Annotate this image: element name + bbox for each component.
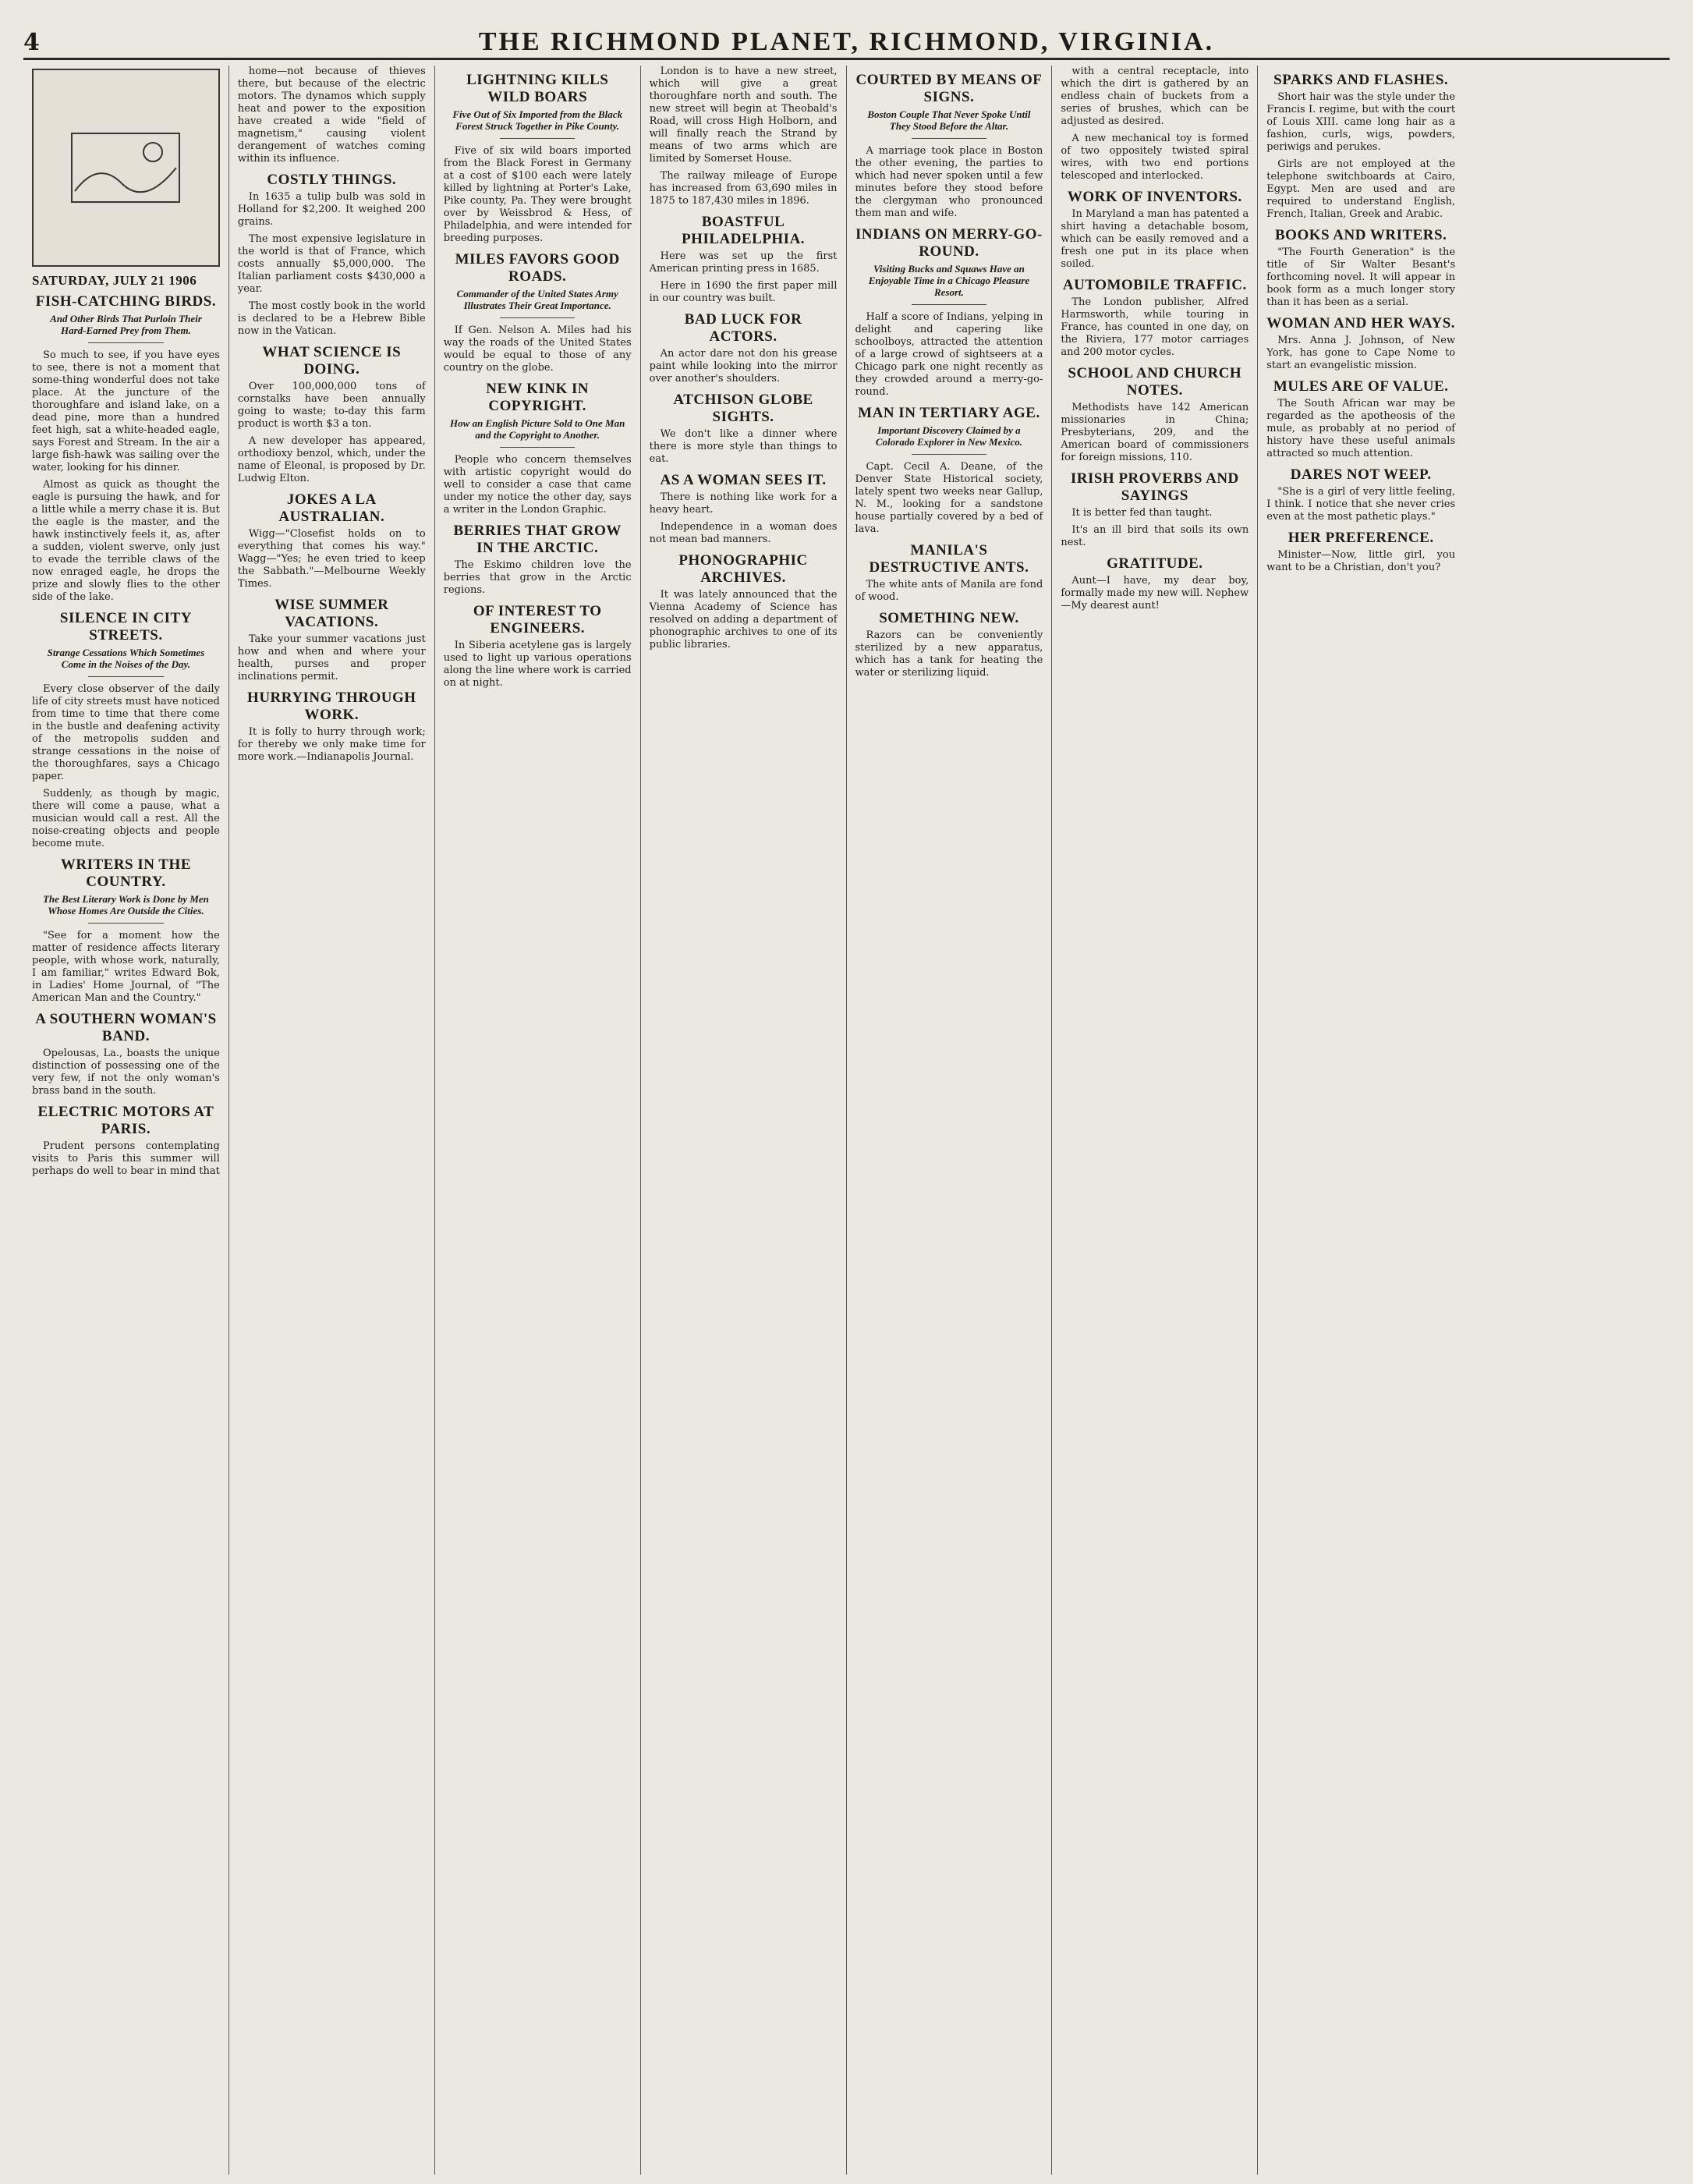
article-paragraph: An actor dare not don his grease paint while looking into the mirror over another's shoulders. <box>649 348 838 385</box>
column-5 <box>847 66 1053 2175</box>
article-headline: WORK OF INVENTORS. <box>1067 189 1242 205</box>
article <box>855 405 1043 536</box>
article-subheadline: Visiting Bucks and Squaws Have an Enjoyable Time in a Chicago Pleasure Resort. <box>868 263 1030 298</box>
article-paragraph: If Gen. Nelson A. Miles had his way the roads of the United States would be equal to those of any country on the globe. <box>443 324 632 374</box>
article <box>1061 277 1248 359</box>
article-headline: COURTED BY MEANS OF SIGNS. <box>855 72 1043 105</box>
article-paragraph: Take your summer vacations just how and when and where your health, purses and proper inclinations permit. <box>237 633 426 682</box>
article-subheadline: The Best Literary Work is Done by Men Whose Homes Are Outside the Cities. <box>42 893 209 916</box>
article-paragraph: "She is a girl of very little feeling, I think. I notice that she never cries even at the most pathetic plays." <box>1266 486 1456 523</box>
article <box>32 293 220 604</box>
article-paragraph: In Siberia acetylene gas is largely used to light up various operations along the line where work is carried on at night. <box>443 640 632 689</box>
article-headline: WRITERS IN THE COUNTRY. <box>60 856 192 890</box>
article-paragraph: The South African war may be regarded as the apotheosis of the mule, as probably at no period of history have these useful animals attracted so much attention. <box>1266 398 1456 459</box>
column-3 <box>435 66 641 2175</box>
article-headline: LIGHTNING KILLS WILD BOARS <box>466 72 609 105</box>
column-6-articles <box>1061 66 1248 612</box>
editorial-illustration <box>32 69 220 267</box>
column-1-articles <box>32 293 220 1178</box>
article <box>1061 555 1248 612</box>
article-paragraph: London is to have a new street, which will give a great thoroughfare north and south. The new street will begin at Theobald's Road, will cross High Holborn, and will finally reach the Strand by means of two arms which are limited by Somerset House. <box>649 66 838 165</box>
article <box>1266 315 1455 372</box>
article-headline: WHAT SCIENCE IS DOING. <box>262 344 402 378</box>
article-paragraph: People who concern themselves with artistic copyright would do well to consider a case that came under my notice the other day, says a writer in the London Graphic. <box>443 454 632 516</box>
article-paragraph: The railway mileage of Europe has increased from 63,690 miles in 1875 to 187,430 miles in 1896. <box>649 170 838 207</box>
article-paragraph: Prudent persons contemplating visits to Paris this summer will perhaps do well to bear in mind that <box>32 1140 220 1177</box>
article <box>1266 530 1455 574</box>
article-paragraph: We don't like a dinner where there is more style than things to eat. <box>649 428 838 465</box>
article-paragraph: Aunt—I have, my dear boy, formally made my new will. Nephew—My dearest aunt! <box>1061 575 1249 612</box>
article <box>650 552 838 651</box>
article <box>238 66 426 165</box>
article-paragraph: Suddenly, as though by magic, there will come a pause, what a musician would call a rest. All the noise-creating objects and people become mute. <box>32 788 220 849</box>
column-5-articles <box>855 72 1043 679</box>
article-headline: SCHOOL AND CHURCH NOTES. <box>1068 365 1242 399</box>
column-1 <box>23 66 229 2175</box>
divider <box>500 317 575 318</box>
article-paragraph: Here was set up the first American printing press in 1685. <box>649 250 838 275</box>
issue-date: SATURDAY, JULY 21 1906 <box>32 273 197 288</box>
article-subheadline: Important Discovery Claimed by a Colorado Explorer in New Mexico. <box>875 424 1023 448</box>
article-paragraph: Here in 1690 the first paper mill in our country was built. <box>649 280 838 304</box>
column-7-articles <box>1266 72 1455 574</box>
article-headline: AUTOMOBILE TRAFFIC. <box>1062 277 1247 293</box>
article <box>32 610 220 850</box>
article-headline: MAN IN TERTIARY AGE. <box>858 405 1040 421</box>
article <box>238 344 426 485</box>
article-headline: AS A WOMAN SEES IT. <box>660 472 827 488</box>
article-paragraph: Five of six wild boars imported from the Black Forest in Germany at a cost of $100 each were lately killed by lightning at Porter's Lake, Pike county, Pa. They were brought over by Weissbrod & Hess, of Philadelphia, and were intended for breeding purposes. <box>443 145 632 244</box>
column-2 <box>229 66 435 2175</box>
article-paragraph: home—not because of thieves there, but because of the electric motors. The dynamos which supply heat and power to the exposition have created a wide "field of magnetism," causing violent derangement of watches coming within its influence. <box>237 66 426 165</box>
article-headline: NEW KINK IN COPYRIGHT. <box>486 381 590 414</box>
article-paragraph: "See for a moment how the matter of residence affects literary people, with whose work, naturally, I am familiar," writes Edward Bok, in Ladies' Home Journal, of "The American Man and the Country." <box>32 930 220 1004</box>
article <box>444 523 632 597</box>
article-headline: FISH-CATCHING BIRDS. <box>35 293 217 310</box>
divider <box>88 676 163 677</box>
article <box>444 72 632 245</box>
article <box>32 1011 220 1097</box>
article <box>855 610 1043 679</box>
article-headline: OF INTEREST TO ENGINEERS. <box>473 603 602 636</box>
article-headline: BERRIES THAT GROW IN THE ARCTIC. <box>453 523 622 556</box>
article <box>1266 72 1455 221</box>
article <box>1061 470 1248 549</box>
article-paragraph: A new developer has appeared, orthodioxy benzol, which, under the name of Eleonal, is proposed by Dr. Ludwig Elton. <box>237 435 426 484</box>
article-headline: BOASTFUL PHILADELPHIA. <box>682 214 806 247</box>
article-paragraph: It's an ill bird that soils its own nest. <box>1061 524 1249 548</box>
article <box>238 597 426 683</box>
article-paragraph: Capt. Cecil A. Deane, of the Denver State Historical society, lately spent two weeks near Gallup, N. M., looking for a sandstone house partially covered by a bed of lava. <box>855 461 1043 535</box>
divider <box>88 923 163 924</box>
article-subheadline: And Other Birds That Purloin Their Hard-Earned Prey from Them. <box>50 313 202 336</box>
article <box>1266 227 1455 309</box>
article-headline: IRISH PROVERBS AND SAYINGS <box>1070 470 1239 504</box>
article-paragraph: The white ants of Manila are fond of wood. <box>855 579 1043 603</box>
article <box>1061 189 1248 271</box>
article-paragraph: Short hair was the style under the Francis I. regime, but with the court of Louis XIII. came long hair as a fashion, curls, wigs, powders, periwigs and perukes. <box>1266 91 1456 153</box>
article <box>650 66 838 207</box>
article <box>1266 466 1455 523</box>
article-headline: BOOKS AND WRITERS. <box>1275 227 1447 243</box>
article-subheadline: Strange Cessations Which Sometimes Come in the Noises of the Day. <box>47 647 205 670</box>
article <box>650 311 838 385</box>
engraving-icon <box>67 129 184 207</box>
divider <box>500 138 575 139</box>
article-paragraph: Over 100,000,000 tons of cornstalks have been annually going to waste; to-day this farm product is worth $3 a ton. <box>237 381 426 430</box>
article-paragraph: A new mechanical toy is formed of two oppositely twisted spiral wires, with two end portions telescoped and interlocked. <box>1061 133 1249 182</box>
article <box>855 72 1043 220</box>
article-headline: WISE SUMMER VACATIONS. <box>274 597 389 630</box>
divider <box>88 342 163 343</box>
article-paragraph: It was lately announced that the Vienna Academy of Science has resolved on adding a department of phonographic archives to one of its public libraries. <box>649 589 838 651</box>
article-headline: SILENCE IN CITY STREETS. <box>59 610 192 644</box>
article-paragraph: Opelousas, La., boasts the unique distinction of possessing one of the very few, if not the only woman's brass band in the south. <box>32 1048 220 1097</box>
article <box>855 226 1043 399</box>
article-paragraph: with a central receptacle, into which the dirt is gathered by an endless chain of buckets from a series of brushes, which can be adjusted as desired. <box>1061 66 1249 127</box>
article-headline: INDIANS ON MERRY-GO-ROUND. <box>855 226 1043 260</box>
article-paragraph: Razors can be conveniently sterilized by a new apparatus, which has a tank for heating the water or sterilizing liquid. <box>855 629 1043 679</box>
article <box>238 491 426 590</box>
article-paragraph: It is folly to hurry through work; for thereby we only make time for more work.—Indianapolis Journal. <box>237 726 426 763</box>
article-paragraph: In 1635 a tulip bulb was sold in Holland for $2,200. It weighed 200 grains. <box>237 191 426 228</box>
article-headline: DARES NOT WEEP. <box>1290 466 1432 483</box>
article-headline: BAD LUCK FOR ACTORS. <box>684 311 802 345</box>
article <box>444 381 632 516</box>
article-headline: GRATITUDE. <box>1107 555 1203 572</box>
article-paragraph: "The Fourth Generation" is the title of Sir Walter Besant's forthcoming novel. It will appear in book form as a much longer story than it has been as a serial. <box>1266 246 1456 308</box>
column-2-articles <box>238 66 426 764</box>
article <box>1061 66 1248 183</box>
article <box>1061 365 1248 464</box>
article-paragraph: There is nothing like work for a heavy heart. <box>649 491 838 516</box>
page-number: 4 <box>23 28 40 56</box>
newspaper-title: THE RICHMOND PLANET, RICHMOND, VIRGINIA. <box>478 27 1215 56</box>
article-subheadline: Five Out of Six Imported from the Black Forest Struck Together in Pike County. <box>452 108 623 132</box>
article-headline: JOKES A LA AUSTRALIAN. <box>278 491 385 525</box>
article <box>238 690 426 764</box>
article-paragraph: Wigg—"Closefist holds on to everything that comes his way." Wagg—"Yes; he even tried to keep the Sabbath."—Melbourne Weekly Times. <box>237 528 426 590</box>
column-7 <box>1258 66 1464 2175</box>
article-headline: SPARKS AND FLASHES. <box>1273 72 1449 88</box>
article-headline: SOMETHING NEW. <box>879 610 1019 626</box>
column-4-articles <box>650 66 838 651</box>
article-paragraph: Half a score of Indians, yelping in delight and capering like schoolboys, attracted the attention of a large crowd of sightseers at a Chicago park one night recently as they crowded around a merry-go-round. <box>855 311 1043 398</box>
article <box>650 472 838 546</box>
article-headline: MULES ARE OF VALUE. <box>1273 378 1449 395</box>
article-paragraph: Mrs. Anna J. Johnson, of New York, has gone to Cape Nome to start an evangelistic mission. <box>1266 335 1456 371</box>
article-paragraph: Almost as quick as thought the eagle is pursuing the hawk, and for a little while a merry chase it is. But the eagle is the master, and the hawk instinctively feels it, as, after a sudden, violent swerve, only just to evade the terrible claws of the now enraged eagle, he drops the prize and slowly flies to the other side of the lake. <box>32 479 220 603</box>
article-paragraph: So much to see, if you have eyes to see, there is not a moment that some-thing wonderful does not take place. At the juncture of the thoroughfare and island lake, on a dead pine, more than a hundred feet high, sat a white-headed eagle, says Forest and Stream. In the air a large fish-hawk was sailing over the water, looking for his dinner. <box>32 349 220 473</box>
article <box>1266 378 1455 460</box>
article-headline: PHONOGRAPHIC ARCHIVES. <box>678 552 808 586</box>
article-paragraph: Minister—Now, little girl, you want to be a Christian, don't you? <box>1266 549 1456 573</box>
divider <box>912 454 986 455</box>
article-headline: A SOUTHERN WOMAN'S BAND. <box>35 1011 217 1044</box>
column-4 <box>641 66 847 2175</box>
column-6 <box>1052 66 1258 2175</box>
article-paragraph: Independence in a woman does not mean bad manners. <box>649 521 838 545</box>
article-paragraph: The most costly book in the world is declared to be a Hebrew Bible now in the Vatican. <box>237 300 426 337</box>
article <box>238 172 426 338</box>
article-paragraph: Methodists have 142 American missionaries in China; Presbyterians, 209, and the American board of commissioners for foreign missions, 110. <box>1061 402 1249 463</box>
divider <box>500 447 575 448</box>
article-headline: HURRYING THROUGH WORK. <box>247 690 416 723</box>
divider <box>912 304 986 305</box>
article-headline: ELECTRIC MOTORS AT PARIS. <box>37 1104 214 1137</box>
article <box>32 856 220 1005</box>
article <box>444 251 632 374</box>
article <box>444 603 632 690</box>
article-paragraph: A marriage took place in Boston the other evening, the parties to which had never spoken until a few minutes before they stood before the clergyman who pronounced them man and wife. <box>855 145 1043 219</box>
article-paragraph: The Eskimo children love the berries that grow in the Arctic regions. <box>443 559 632 596</box>
article-headline: MANILA'S DESTRUCTIVE ANTS. <box>869 542 1029 576</box>
article-paragraph: The London publisher, Alfred Harmsworth, while touring in France, has counted in one day, on the Riviera, 177 motor carriages and 200 motor cycles. <box>1061 296 1249 358</box>
article-paragraph: Girls are not employed at the telephone switchboards at Cairo, Egypt. Men are used and are required to understand English, French, Italian, Greek and Arabic. <box>1266 158 1456 220</box>
article-paragraph: It is better fed than taught. <box>1071 507 1213 519</box>
article-paragraph: Every close observer of the daily life of city streets must have noticed from time to time that there come in the bustle and deafening activity of the metropolis sudden and strange cessations in the noise of the thoroughfares, says a Chicago paper. <box>32 683 220 782</box>
article-subheadline: Commander of the United States Army Illustrates Their Great Importance. <box>456 288 618 311</box>
article-paragraph: The most expensive legislature in the world is that of France, which costs annually $5,000,000. The Italian parliament costs $430,000 a year. <box>237 233 426 295</box>
article <box>855 542 1043 604</box>
article <box>650 392 838 466</box>
article-headline: ATCHISON GLOBE SIGHTS. <box>673 392 813 425</box>
columns <box>23 66 1670 2175</box>
article-headline: MILES FAVORS GOOD ROADS. <box>455 251 620 285</box>
article-headline: COSTLY THINGS. <box>267 172 397 188</box>
article <box>32 1104 220 1178</box>
article-paragraph: In Maryland a man has patented a shirt having a detachable bosom, which can be easily removed and a fresh one put in its place when soiled. <box>1061 208 1249 270</box>
masthead <box>23 27 1670 60</box>
article-headline: HER PREFERENCE. <box>1287 530 1434 546</box>
article <box>650 214 838 305</box>
article-subheadline: How an English Picture Sold to One Man and the Copyright to Another. <box>450 417 625 441</box>
divider <box>912 138 986 139</box>
column-3-articles <box>444 72 632 690</box>
article-headline: WOMAN AND HER WAYS. <box>1266 315 1456 332</box>
article-subheadline: Boston Couple That Never Spoke Until They Stood Before the Altar. <box>867 108 1031 132</box>
